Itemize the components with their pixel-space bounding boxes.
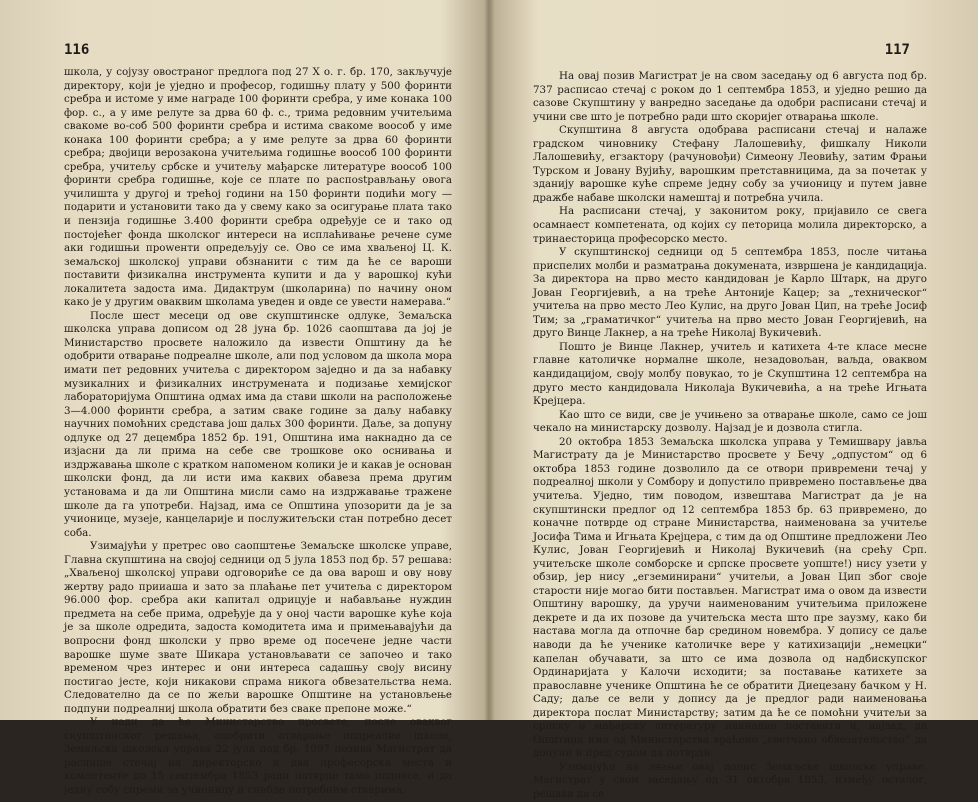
right-page: [489, 0, 978, 800]
paragraph: У скупштинској седници од 5 септембра 1853, после читања приспелих молби и разматрања докумената, извршена је кандидација. За директора на прво место кандидован је Карло Штарк, на друго Јован Георгијевић, а на треће Антоније Кацер; за „техническог“ учитеља на прво место Лео Кулис, на друго Јован Цип, на треће Јосиф Тим; за „граматичког“ учитеља на прво место Јован Георгијевић, на друго Винце Лакнер, а на треће Николај Вукичевић.: [533, 246, 927, 340]
text-column: [64, 66, 452, 798]
paragraph: У нади да ће Министарство просвете, после оваквог скупштинског решења, одобрити отварање подреалне школе, Земаљска школска управа 22 јула под бр. 1097 позива Магистрат да распише стечај на директорско и два професорска места и компетенте до 15 септембра 1853 ради потврде тамо поднесе, и да једну собу спреми за учионицу и снабде потребним стварима.: [64, 716, 452, 796]
paragraph: Узимајући у претрес ово саопштење Земаљске школске управе, Главна скупштина на својој седници од 5 јула 1853 под бр. 57 решава: „Хваљеној школској управи одговориће се да ова варош и ову нову жертву радо прииаша и зато за плаћање пет учитеља с директором 96.000 фор. сребра аки капитал одрицује и набављање нуждин предмета на себе прима, одређује да у оној части варошке куће која је за школе одредита, задоста комодитета има и примењавајући да вопросни фонд школски у прво време од посечене једне части варошке шуме звате Шикара установљавати се започео и тако временом чрез интерес и они интереса садашњу своју висину постигао јесте, који никакови спрама никога обвезательства нема. Следователно да се по жељи варошке Општине на установљење подпуни подреалниј школа обратити без сваке препоне може.“: [64, 540, 452, 715]
left-page: [0, 0, 489, 796]
paragraph: школа, у cojузу овостраног предлога под 27 X о. г. бр. 170, закључује директору, који је уједно и професор, годишњу плату у 500 форинти сребра и истоме у име награде 100 форинти сребра, у име конака 100 фор. с., а у име релуте за дрва 60 ф. с., трима редовним учитељима свакоме во-сoб 500 форинти сребра и истима свакоме воособ у име конака 100 форинти сребра; а у име релуте за дрва 60 форинти сребра; двојици верозакона учитељима годишње воособ 100 форинти сребра, учитељу србске и учитељу мађарске литературе воособ 100 форинти сребра годишње, које се плате по распоstрављању овога училишта у другој и трећој години на 150 форинти подићи могу — подарити и установити тако да у свему како за осигурање плата тако и пензија годишње 3.400 форинти сребра одређује се и тако од постојећег фонда школског интереси на исплаћивање речене суме аки годишњи проwенти опредељују се. Ово се има хваљеној Ц. К. земаљској школској управи обзнанити с тим да ће се вароши поставити физикална инструмента купити и да у варошкој кући локалитета задоста има. Дидактрум (школарина) по начину оном како је у другим оваквим школама уведен и овде се увести намерава.“: [64, 66, 452, 309]
paragraph: После шест месеци од ове скупштинске одлуке, Земаљска школска управа дописом од 28 јуна бр. 1026 саопштава да јој је Министарство просвете наложило да извести Општину да ће одобрити отварање подреалне школе, али под условом да школа мора имати пет редовних учитеља с директором заједно и да за набавку музикалних и физикалних инструмената и подизање хемијског лабораторијума Општина одмах има да стави школи на расположење 3—4.000 форинти сребра, а затим сваке године за даљу набавку научних помоћних средстава још дальх 300 форинти. Даље, за допуну одлуке од 27 децембра 1852 бр. 191, Општина има накнадно да се изјасни да ли прима на себе све трошкове око оснивања и издржавања школе с кратком напоменом колики је и какав је основан школски фонд, да ли исти има каквих обавеза према другим установама и да ли Општина мисли само на издржавање тражене школе да га употреби. Најзад, има се Општина упозорити да је за учионице, музеје, канцеларије и послужитељски стан потребно десет соба.: [64, 309, 452, 539]
text-column: [533, 70, 927, 802]
page-number: 117: [884, 42, 910, 58]
paragraph: Узимајући на знање овај допис Земаљске школске управе, Магистрат у свом заседању од 31 октобра 1853, између осталог, решава да се: [533, 760, 927, 800]
page-number: 116: [64, 42, 90, 58]
paragraph: На расписани стечај, у законитом року, пријавило се свега осамнаест компетената, од којих су петорица молила директорско, а тринаесторица професорско место.: [533, 205, 927, 245]
paragraph: На овај позив Магистрат је на свом заседању од 6 августа под бр. 737 расписао стечај с роком до 1 септембра 1853, и уједно решио да сазове Скупштину у ванредно заседање да одобри расписани стечај и учини све што је потребно ради што скоријег отварања школе.: [533, 70, 927, 123]
paragraph: Као што се види, све је учињено за отварање школе, само се још чекало на министарску дозволу. Најзад је и дозвола стигла.: [533, 408, 927, 435]
paragraph: Скупштина 8 августа одобрава расписани стечај и налаже градском чиновнику Стефану Лалошевићу, фишкалу Николи Лалошевићу, егзактору (рачуновођи) Симеону Леовићу, затим Фрањи Турском и Јовану Вујићу, варошким претставницима, да за почетак у зданију варошке куће спреме једну собу за учионицу и путем јавне дражбе набаве школски намештај и потребна учила.: [533, 124, 927, 204]
paragraph: Пошто је Винце Лакнер, учитељ и катихета 4-те класе месне главне католичке нормалне школе, незадовољан, ваљда, оваквом кандидацијом, своју молбу повукао, то је Скупштина 12 септембра на друго место кандидовала Николаја Вукичевића, а на треће Игњата Крејцера.: [533, 340, 927, 408]
paragraph: 20 октобра 1853 Земаљска школска управа у Темишвару јавља Магистрату да је Министарство просвете у Бечу „одпустом“ од 6 октобра 1853 године дозволило да се отвори привремени течај у подреалној школи у Сомбору и допустило привремено постављење два учитеља. Уједно, тим поводом, извештава Магистрат да је на скупштински предлог од 12 септембра 1853 бр. 63 привремено, до коначне потврде од стране Министарства, наименована за учитеље Јосифа Тима и Игњата Крејцера, с тим да од Општине предложени Лео Кулис, Јован Георгијевић и Николај Вукичевић (на срећу Срп. учитељске школе сомборске и српске просвете уопште!) нису узети у обзир, јер нису „егземинирани“ учитељи, а Јован Цип због своје старости није могао бити постављен. Магистрат има о овом да извести Општину варошку, да уручи наименованим учитељима приложене декрете и да их позове да учитељска места што пре заузму, како би настава могла да отпочне бар средином новембра. У допису се даље наводи да ће ученике католичке вере у катихизацији „немецки“ капелан обучавати, за што се има дозвола од надбискупског Ординаријата у Калочи исходити; за поставање катихете за православне ученике Општина ће се обратити Диецезану бачком у Н. Саду; даље се вели у допису да је предлог ради наименовања директора послат Министарству; затим да ће се помоћни учитељи за српску и мађарску литературу накнадно поставити и, најзад, да Општина има од Министарства враћено „светчано обвезательство“ да допуни и пред судом да потврди.: [533, 435, 927, 760]
